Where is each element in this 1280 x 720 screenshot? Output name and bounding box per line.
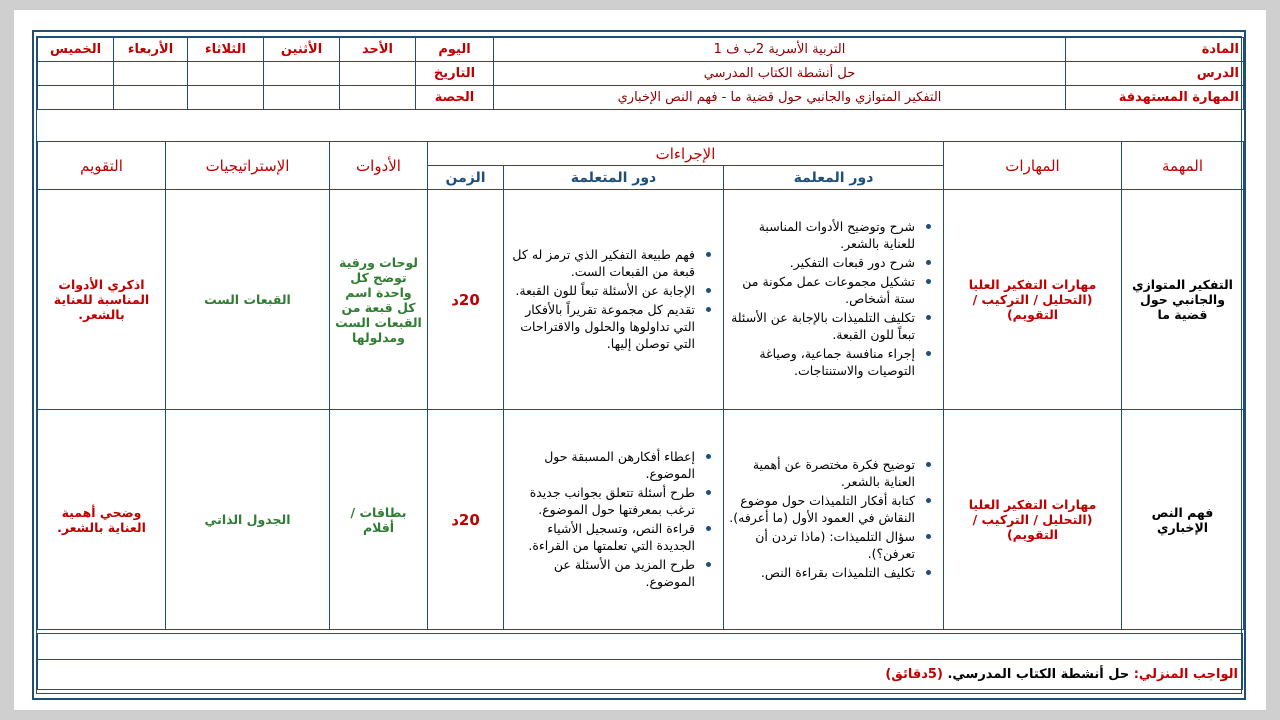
- skills-cell: مهارات التفكير العليا (التحليل / التركيب / التقويم): [944, 190, 1122, 410]
- list-item: شرح وتوضيح الأدوات المناسبة للعناية بالشعر.: [728, 218, 925, 252]
- footer-table: [37, 633, 1243, 690]
- date-cell: [114, 62, 188, 86]
- teacher-role-cell: [724, 190, 944, 410]
- strategy-cell: القبعات الست: [166, 190, 330, 410]
- header-strategies: الإستراتيجيات: [166, 142, 330, 190]
- teacher-role-cell: [724, 410, 944, 630]
- header-teacher-role: دور المعلمة: [724, 166, 944, 190]
- student-role-cell: [504, 190, 724, 410]
- date-cell: [188, 62, 264, 86]
- list-item: طرح أسئلة تتعلق بجوانب جديدة ترغب بمعرفتها حول الموضوع.: [508, 484, 705, 518]
- evaluation-cell: وضحي أهمية العناية بالشعر.: [38, 410, 166, 630]
- period-cell: [38, 86, 114, 110]
- list-item: إجراء منافسة جماعية، وصياغة التوصيات والاستنتاجات.: [728, 345, 925, 379]
- period-label: الحصة: [416, 86, 494, 110]
- skills-cell: مهارات التفكير العليا (التحليل / التركيب / التقويم): [944, 410, 1122, 630]
- tools-cell: لوحات ورقية توضح كل واحدة اسم كل قبعة من القبعات الست ومدلولها: [330, 190, 428, 410]
- header-procedures: الإجراءات: [428, 142, 944, 166]
- tools-cell: بطاقات / أقلام: [330, 410, 428, 630]
- subject-value: التربية الأسرية 2ب ف 1: [494, 38, 1066, 62]
- lesson-plan-sheet: [14, 10, 1266, 710]
- day-wednesday: الأربعاء: [114, 38, 188, 62]
- header-table: [37, 37, 1244, 110]
- period-cell: [188, 86, 264, 110]
- time-cell: 20د: [428, 190, 504, 410]
- period-cell: [264, 86, 340, 110]
- lesson-value: حل أنشطة الكتاب المدرسي: [494, 62, 1066, 86]
- spacer-row: [38, 634, 1243, 660]
- homework-duration: (5دقائق): [885, 667, 943, 682]
- list-item: تكليف التلميذات بقراءة النص.: [728, 564, 925, 581]
- header-student-role: دور المتعلمة: [504, 166, 724, 190]
- list-item: قراءة النص، وتسجيل الأشياء الجديدة التي تعلمتها من القراءة.: [508, 520, 705, 554]
- day-sunday: الأحد: [340, 38, 416, 62]
- day-thursday: الخميس: [38, 38, 114, 62]
- date-cell: [38, 62, 114, 86]
- skill-label: المهارة المستهدفة: [1066, 86, 1244, 110]
- header-skills: المهارات: [944, 142, 1122, 190]
- day-label: اليوم: [416, 38, 494, 62]
- list-item: كتابة أفكار التلميذات حول موضوع النقاش في العمود الأول (ما أعرفه).: [728, 492, 925, 526]
- outer-frame: [32, 30, 1246, 700]
- task-cell: فهم النص الإخباري: [1122, 410, 1244, 630]
- subject-label: المادة: [1066, 38, 1244, 62]
- list-item: فهم طبيعة التفكير الذي ترمز له كل قبعة من القبعات الست.: [508, 246, 705, 280]
- header-tools: الأدوات: [330, 142, 428, 190]
- list-item: توضيح فكرة مختصرة عن أهمية العناية بالشعر.: [728, 456, 925, 490]
- list-item: طرح المزيد من الأسئلة عن الموضوع.: [508, 556, 705, 590]
- evaluation-cell: اذكري الأدوات المناسبة للعناية بالشعر.: [38, 190, 166, 410]
- list-item: إعطاء أفكارهن المسبقة حول الموضوع.: [508, 448, 705, 482]
- list-item: سؤال التلميذات: (ماذا تردن أن تعرفن؟).: [728, 528, 925, 562]
- list-item: شرح دور قبعات التفكير.: [728, 254, 925, 271]
- period-cell: [114, 86, 188, 110]
- homework-text: حل أنشطة الكتاب المدرسي.: [947, 667, 1130, 682]
- date-cell: [264, 62, 340, 86]
- procedures-table: [37, 141, 1244, 630]
- task-cell: التفكير المتوازي والجانبي حول قضية ما: [1122, 190, 1244, 410]
- day-monday: الأثنين: [264, 38, 340, 62]
- skill-value: التفكير المتوازي والجانبي حول قضية ما - فهم النص الإخباري: [494, 86, 1066, 110]
- lesson-label: الدرس: [1066, 62, 1244, 86]
- homework-label: الواجب المنزلي:: [1133, 667, 1238, 682]
- list-item: تشكيل مجموعات عمل مكونة من ستة أشخاص.: [728, 273, 925, 307]
- header-evaluation: التقويم: [38, 142, 166, 190]
- date-label: التاريخ: [416, 62, 494, 86]
- header-time: الزمن: [428, 166, 504, 190]
- homework-cell: [38, 660, 1243, 690]
- day-tuesday: الثلاثاء: [188, 38, 264, 62]
- list-item: الإجابة عن الأسئلة تبعاً للون القبعة.: [508, 282, 705, 299]
- header-task: المهمة: [1122, 142, 1244, 190]
- strategy-cell: الجدول الذاتي: [166, 410, 330, 630]
- student-role-cell: [504, 410, 724, 630]
- inner-frame: [36, 36, 1242, 694]
- list-item: تكليف التلميذات بالإجابة عن الأسئلة تبعاً للون القبعة.: [728, 309, 925, 343]
- time-cell: 20د: [428, 410, 504, 630]
- period-cell: [340, 86, 416, 110]
- date-cell: [340, 62, 416, 86]
- list-item: تقديم كل مجموعة تقريراً بالأفكار التي تداولوها والحلول والاقتراحات التي توصلن إليها.: [508, 301, 705, 352]
